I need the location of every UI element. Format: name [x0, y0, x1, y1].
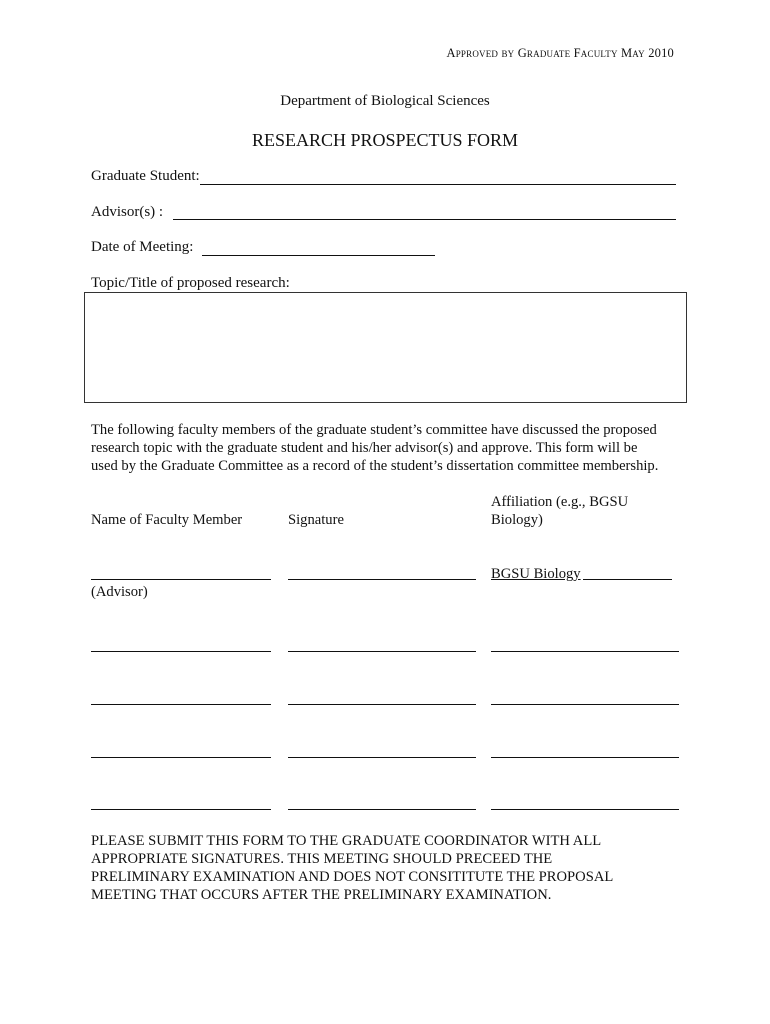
committee-paragraph	[91, 421, 691, 475]
topic-box[interactable]	[84, 292, 687, 403]
member-affiliation-line[interactable]	[491, 757, 679, 758]
notice-line: APPROPRIATE SIGNATURES. THIS MEETING SHOULD PRECEED THE	[91, 851, 553, 867]
date-of-meeting-line[interactable]	[202, 255, 435, 256]
member-affiliation-line[interactable]	[491, 809, 679, 810]
advisor-affiliation: BGSU Biology	[491, 566, 581, 582]
notice-line: PRELIMINARY EXAMINATION AND DOES NOT CONSITITUTE THE PROPOSAL	[91, 869, 614, 885]
affiliation-header-line: Affiliation (e.g., BGSU	[491, 494, 629, 510]
advisors-line[interactable]	[173, 219, 676, 220]
approval-note: Approved by Graduate Faculty May 2010	[446, 46, 674, 60]
member-signature-line[interactable]	[288, 704, 476, 705]
column-header-name: Name of Faculty Member	[91, 512, 243, 528]
member-signature-line[interactable]	[288, 757, 476, 758]
member-signature-line[interactable]	[288, 651, 476, 652]
paragraph-line: research topic with the graduate student and his/her advisor(s) and approve. This form will be	[91, 440, 638, 456]
paragraph-line: used by the Graduate Committee as a record of the student’s dissertation committee membership.	[91, 458, 659, 474]
advisors-label: Advisor(s) :	[91, 204, 164, 220]
column-header-affiliation	[491, 493, 628, 529]
paragraph-line: The following faculty members of the graduate student’s committee have discussed the proposed	[91, 422, 657, 438]
member-affiliation-line[interactable]	[491, 704, 679, 705]
department-name: Department of Biological Sciences	[280, 93, 490, 109]
advisor-note: (Advisor)	[91, 584, 148, 600]
advisor-signature-line[interactable]	[288, 579, 476, 580]
member-affiliation-line[interactable]	[491, 651, 679, 652]
member-name-line[interactable]	[91, 809, 271, 810]
member-name-line[interactable]	[91, 757, 271, 758]
notice-line: MEETING THAT OCCURS AFTER THE PRELIMINARY EXAMINATION.	[91, 887, 552, 903]
advisor-affiliation-line[interactable]	[583, 579, 672, 580]
graduate-student-label: Graduate Student:	[91, 168, 200, 184]
notice-line: PLEASE SUBMIT THIS FORM TO THE GRADUATE COORDINATOR WITH ALL	[91, 833, 602, 849]
submission-notice	[91, 832, 613, 904]
topic-label: Topic/Title of proposed research:	[91, 275, 290, 291]
form-title: RESEARCH PROSPECTUS FORM	[251, 130, 519, 150]
member-name-line[interactable]	[91, 704, 271, 705]
member-name-line[interactable]	[91, 651, 271, 652]
graduate-student-line[interactable]	[200, 184, 676, 185]
date-of-meeting-label: Date of Meeting:	[91, 239, 194, 255]
advisor-name-line[interactable]	[91, 579, 271, 580]
member-signature-line[interactable]	[288, 809, 476, 810]
affiliation-header-line: Biology)	[491, 512, 543, 528]
column-header-signature: Signature	[288, 512, 344, 528]
